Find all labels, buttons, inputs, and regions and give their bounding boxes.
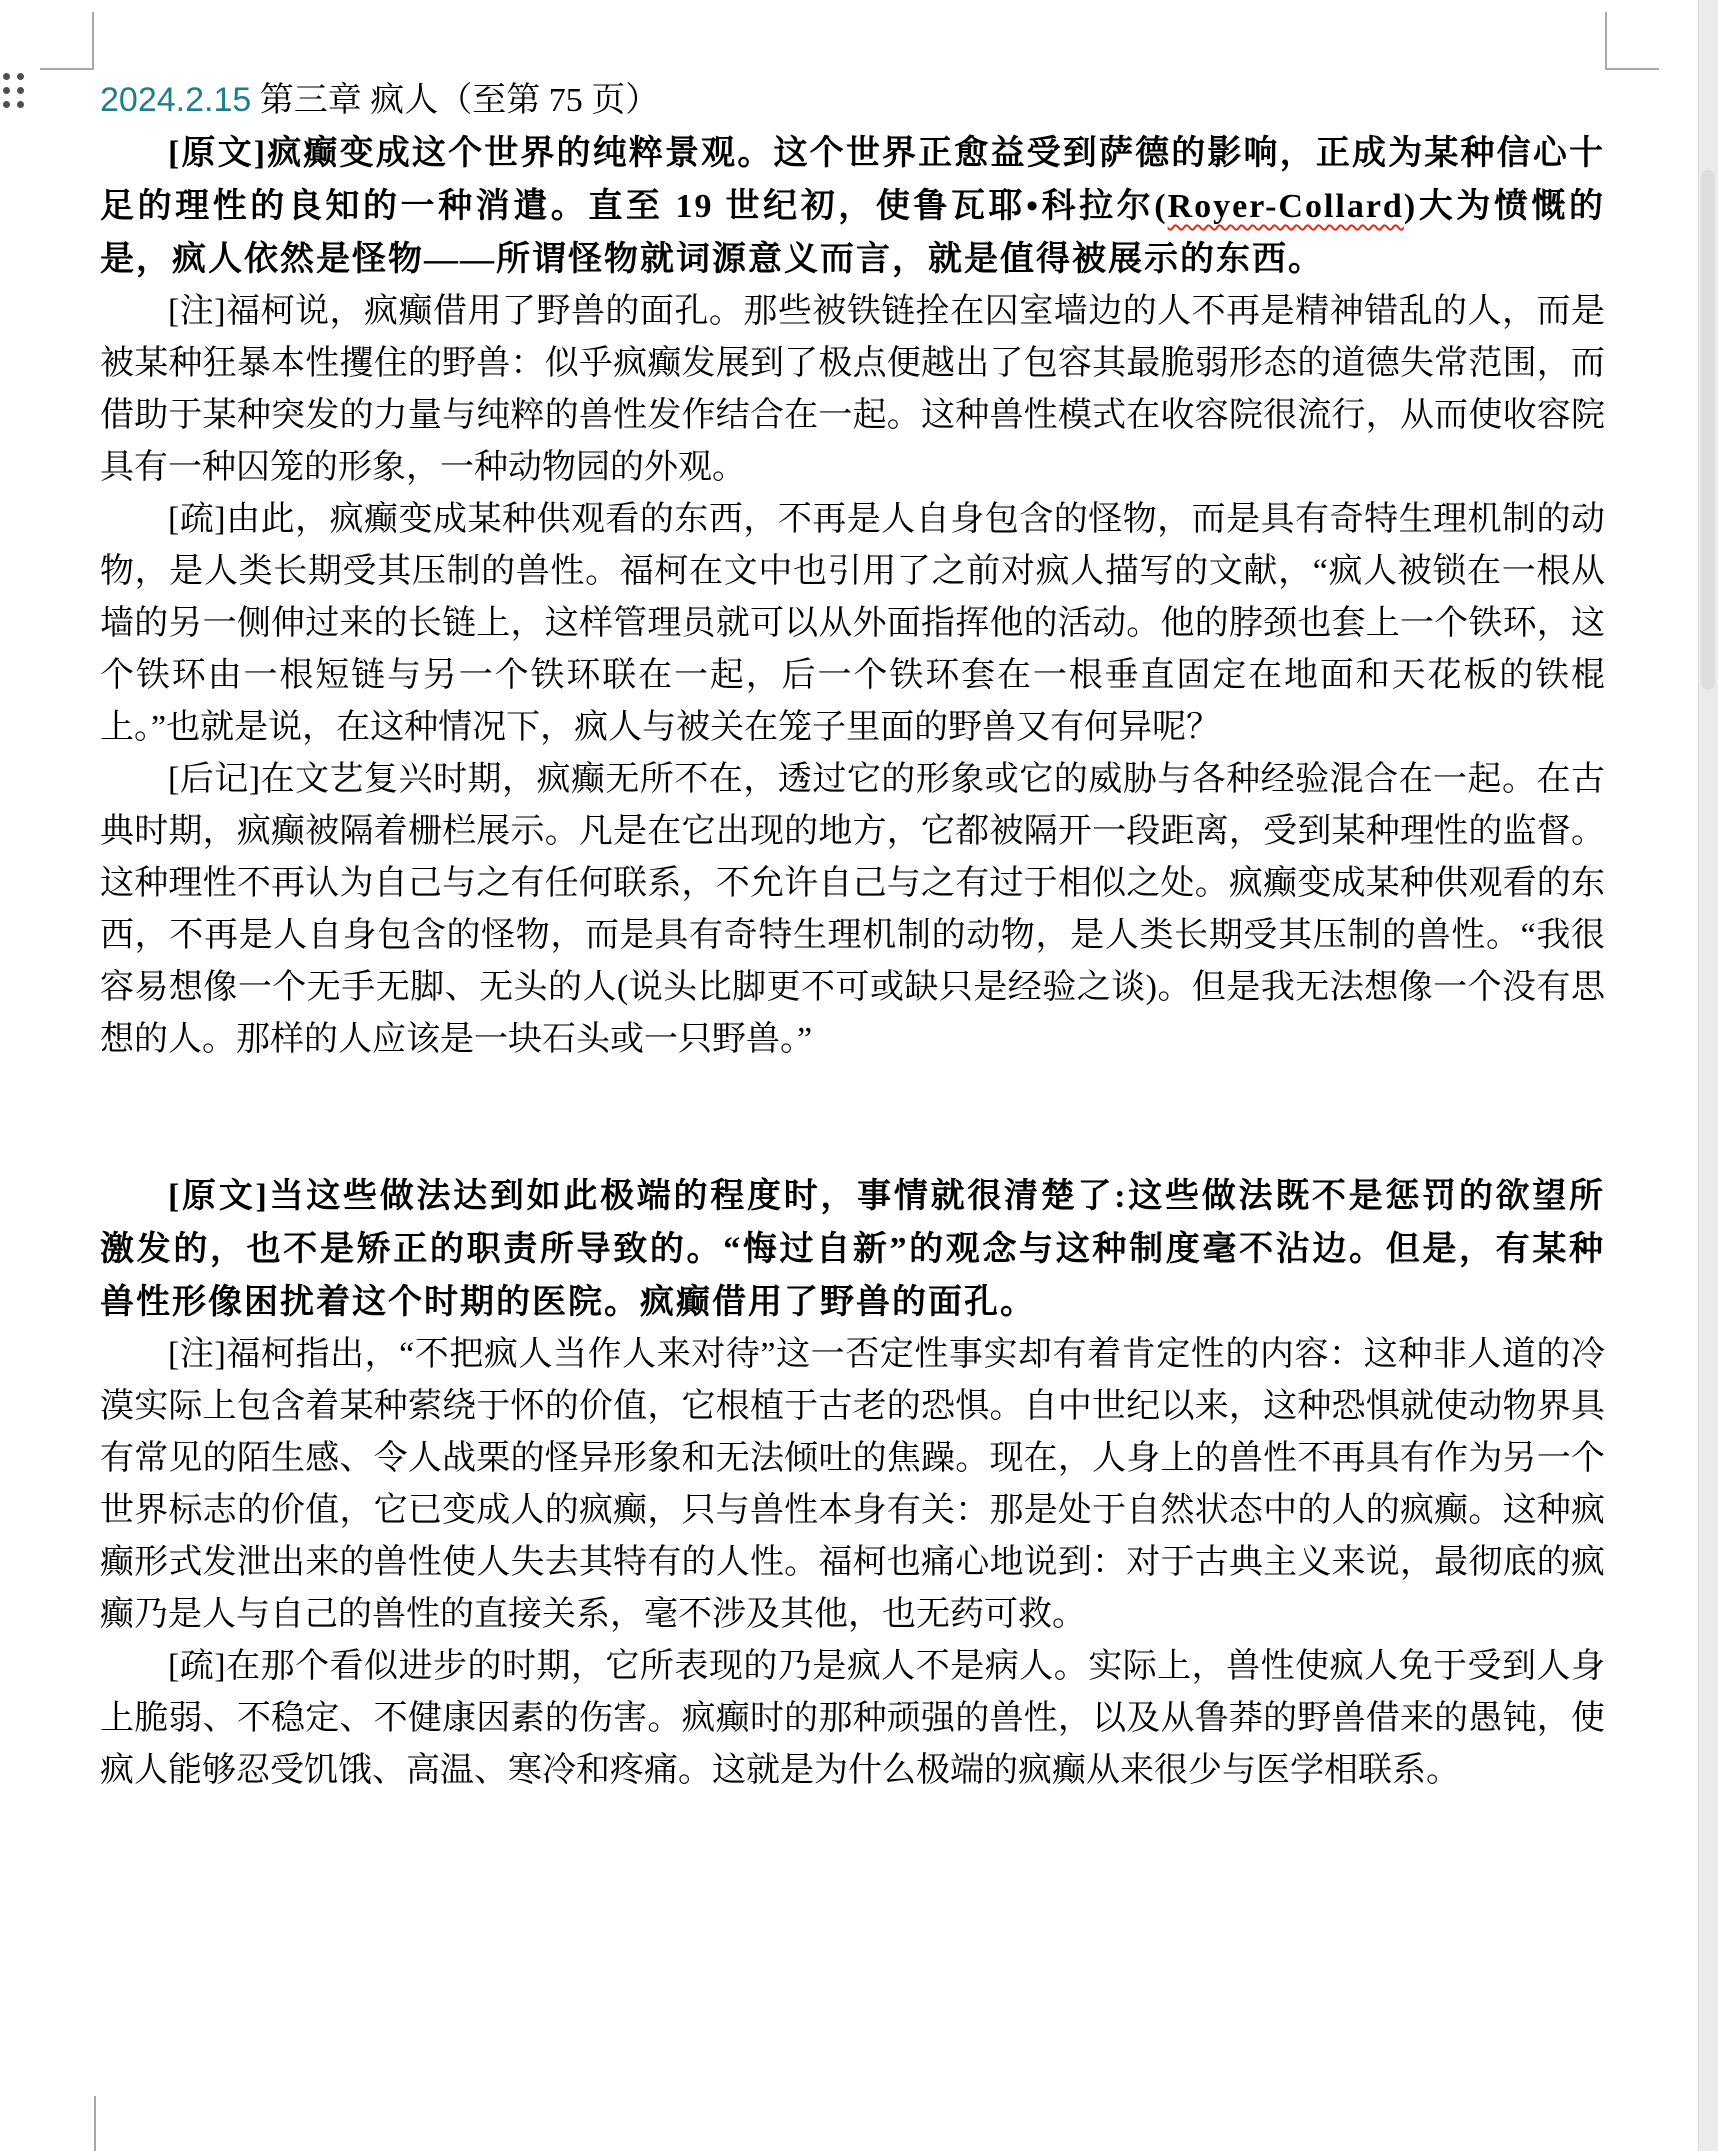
margin-crop-mark-top-left-horizontal: [40, 68, 94, 70]
blank-line: [100, 1066, 1605, 1170]
original-1-pre: [原文]疯癫变成这个世界的纯粹景观。这个世界正愈益受到萨德的影响，正成为某种信心十足的理性的良知的一种消遣。直至 19 世纪初，使鲁瓦耶•科拉尔(: [100, 135, 1605, 225]
margin-crop-mark-bottom-left: [94, 2096, 96, 2151]
date-text: 2024.2.15: [100, 81, 252, 119]
margin-crop-mark-top-left-vertical: [92, 12, 94, 70]
scrollbar-thumb[interactable]: [1701, 170, 1715, 690]
margin-crop-mark-top-right-vertical: [1605, 12, 1607, 70]
drag-dot: [3, 87, 10, 94]
chapter-title-text: 第三章 疯人（至第 75 页）: [259, 82, 660, 119]
drag-handle-dots-icon[interactable]: [3, 73, 24, 108]
paragraph-original-2: [原文]当这些做法达到如此极端的程度时，事情就很清楚了:这些做法既不是惩罚的欲望所激发的，也不是矫正的职责所导致的。“悔过自新”的观念与这种制度毫不沾边。但是，有某种兽性形像困扰着这个时期的医院。疯癫借用了野兽的面孔。: [100, 1178, 1605, 1321]
paragraph-shu-2: [疏]在那个看似进步的时期，它所表现的乃是疯人不是病人。实际上，兽性使疯人免于受到人身上脆弱、不稳定、不健康因素的伤害。疯癫时的那种顽强的兽性，以及从鲁莽的野兽借来的愚钝，使疯人能够忍受饥饿、高温、寒冷和疼痛。这就是为什么极端的疯癫从来很少与医学相联系。: [100, 1648, 1605, 1789]
margin-crop-mark-top-right-horizontal: [1605, 68, 1659, 70]
drag-dot: [3, 73, 10, 80]
spellcheck-flagged-word[interactable]: Royer-Collard: [1167, 188, 1404, 225]
original-1-post: )大为愤慨的是，疯人依然是怪物——所谓怪物就词源意义而言，就是值得被展示的东西。: [100, 188, 1605, 278]
paragraph-note-1: [注]福柯说，疯癫借用了野兽的面孔。那些被铁链拴在囚室墙边的人不再是精神错乱的人，而是被某种狂暴本性攫住的野兽：似乎疯癫发展到了极点便越出了包容其最脆弱形态的道德失常范围，而借助于某种突发的力量与纯粹的兽性发作结合在一起。这种兽性模式在收容院很流行，从而使收容院具有一种囚笼的形象，一种动物园的外观。: [100, 293, 1605, 486]
vertical-scrollbar[interactable]: [1698, 0, 1718, 2151]
document-header-line: [100, 74, 1605, 127]
paragraph-note-2: [注]福柯指出，“不把疯人当作人来对待”这一否定性事实却有着肯定性的内容：这种非人道的冷漠实际上包含着某种萦绕于怀的价值，它根植于古老的恐惧。自中世纪以来，这种恐惧就使动物界具有常见的陌生感、令人战栗的怪异形象和无法倾吐的焦躁。现在，人身上的兽性不再具有作为另一个世界标志的价值，它已变成人的疯癫，只与兽性本身有关：那是处于自然状态中的人的疯癫。这种疯癫形式发泄出来的兽性使人失去其特有的人性。福柯也痛心地说到：对于古典主义来说，最彻底的疯癫乃是人与自己的兽性的直接关系，毫不涉及其他，也无药可救。: [100, 1336, 1605, 1633]
drag-dot: [17, 87, 24, 94]
drag-dot: [3, 101, 10, 108]
paragraph-shu-1: [疏]由此，疯癫变成某种供观看的东西，不再是人自身包含的怪物，而是具有奇特生理机制的动物，是人类长期受其压制的兽性。福柯在文中也引用了之前对疯人描写的文献，“疯人被锁在一根从墙的另一侧伸过来的长链上，这样管理员就可以从外面指挥他的活动。他的脖颈也套上一个铁环，这个铁环由一根短链与另一个铁环联在一起，后一个铁环套在一根垂直固定在地面和天花板的铁棍上。”也就是说，在这种情况下，疯人与被关在笼子里面的野兽又有何异呢？: [100, 501, 1605, 746]
drag-dot: [17, 101, 24, 108]
paragraph-original-1: [100, 127, 1605, 286]
paragraph-postscript: [后记]在文艺复兴时期，疯癫无所不在，透过它的形象或它的威胁与各种经验混合在一起。在古典时期，疯癫被隔着栅栏展示。凡是在它出现的地方，它都被隔开一段距离，受到某种理性的监督。这种理性不再认为自己与之有任何联系，不允许自己与之有过于相似之处。疯癫变成某种供观看的东西，不再是人自身包含的怪物，而是具有奇特生理机制的动物，是人类长期受其压制的兽性。“我很容易想像一个无手无脚、无头的人(说头比脚更不可或缺只是经验之谈)。但是我无法想像一个没有思想的人。那样的人应该是一块石头或一只野兽。”: [100, 761, 1605, 1058]
drag-dot: [17, 73, 24, 80]
document-edit-area[interactable]: [100, 74, 1605, 1797]
